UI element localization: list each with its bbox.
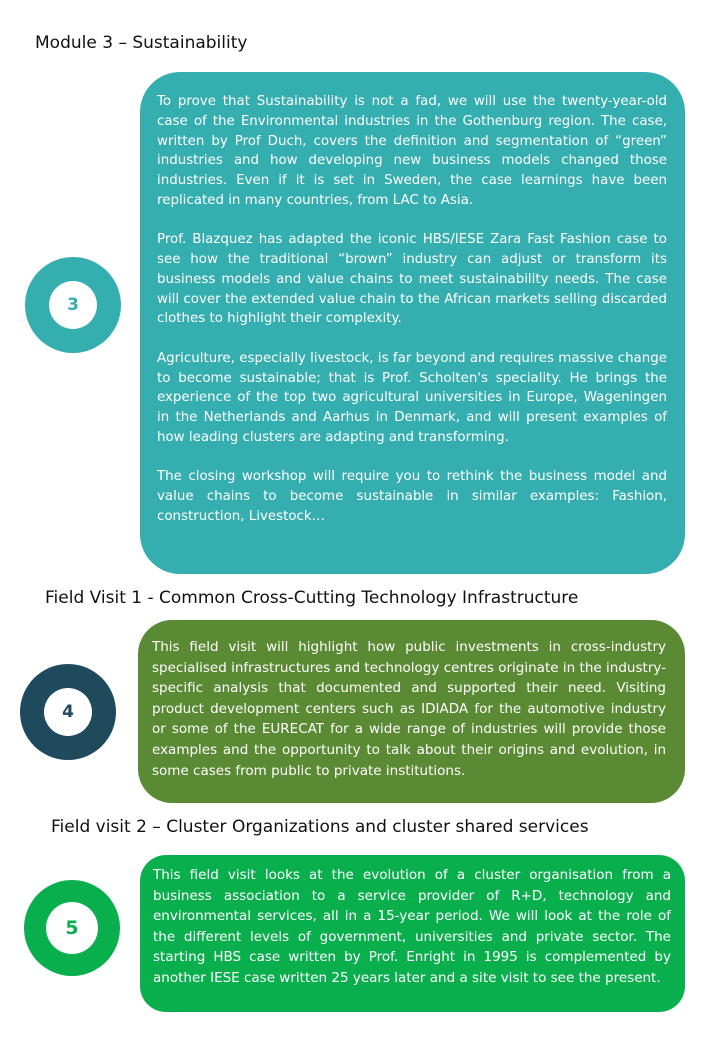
module-3-paragraph: Prof. Blazquez has adapted the iconic HBS/IESE Zara Fast Fashion case to see how the traditional “brown” industry can adjust or transform its business models and value chains to meet sustainability needs. The case will cover the extended value chain to the African markets selling discarded clothes to highlight their complexity. — [157, 232, 667, 327]
field-visit-2-paragraph: This field visit looks at the evolution of a cluster organisation from a business association to a service provider of R+D, technology and environmental services, all in a 15-year period. We will look at the role of the different levels of government, universities and private sector. The starting HBS case written by Prof. Enright in 1995 is complemented by another IESE case written 25 years later and a site visit to see the present. — [153, 867, 671, 986]
field-visit-1-paragraph: This field visit will highlight how public investments in cross-industry specialised infrastructures and technology centres originate in the industry-specific analysis that documented and supported their need. Visiting product development centers such as IDIADA for the automotive industry or some of the EURECAT for a wide range of industries will provide those examples and the opportunity to talk about their origins and evolution, in some cases from public to private institutions. — [152, 639, 666, 779]
field-visit-2-number-ring — [24, 880, 120, 976]
module-3-number-ring — [25, 257, 121, 353]
field-visit-1-number: 4 — [44, 688, 92, 736]
module-3-number: 3 — [49, 281, 97, 329]
module-3-paragraph: The closing workshop will require you to rethink the business model and value chains to become sustainable in similar examples: Fashion, construction, Livestock… — [157, 469, 667, 524]
module-3-description-card — [140, 72, 685, 574]
field-visit-1-description-card — [138, 620, 685, 803]
field-visit-2-description-card — [140, 855, 685, 1012]
field-visit-1-number-ring — [20, 664, 116, 760]
field-visit-1-title: Field Visit 1 - Common Cross-Cutting Technology Infrastructure — [45, 588, 579, 608]
module-3-paragraph: Agriculture, especially livestock, is far beyond and requires massive change to become sustainable; that is Prof. Scholten's speciality. He brings the experience of the top two agricultural universities in Europe, Wageningen in the Netherlands and Aarhus in Denmark, and will present examples of how leading clusters are adapting and transforming. — [157, 350, 667, 445]
module-3-title: Module 3 – Sustainability — [35, 33, 248, 53]
module-3-paragraph: To prove that Sustainability is not a fad, we will use the twenty-year-old case of the Environmental industries in the Gothenburg region. The case, written by Prof Duch, covers the definition and segmentation of “green” industries and how developing new business models changed those industries. Even if it is set in Sweden, the case learnings have been replicated in many countries, from LAC to Asia. — [157, 94, 667, 208]
field-visit-2-number: 5 — [46, 902, 98, 954]
field-visit-2-title: Field visit 2 – Cluster Organizations and cluster shared services — [51, 817, 589, 837]
